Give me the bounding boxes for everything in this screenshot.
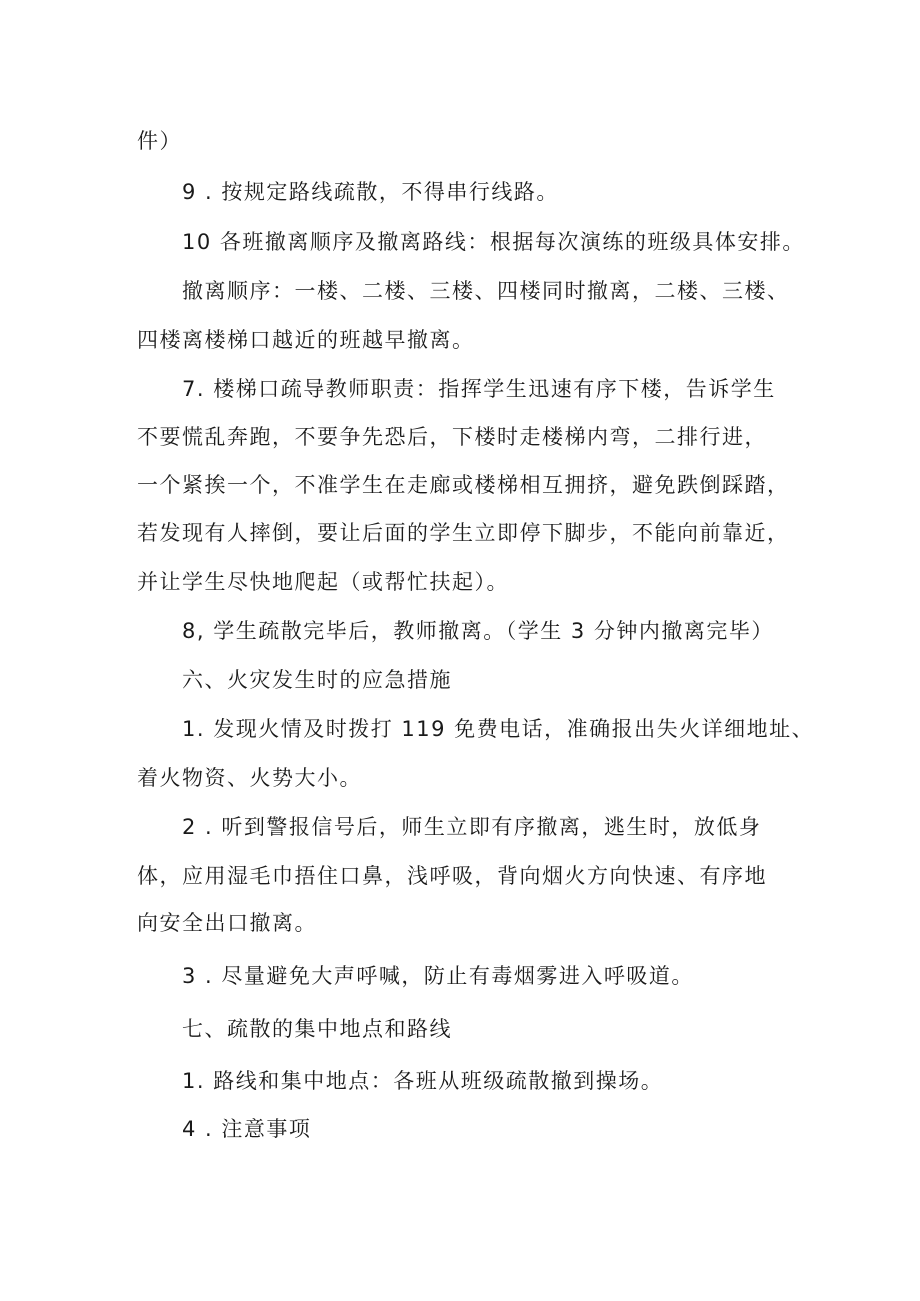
text-line: 3 . 尽量避免大声呼喊，防止有毒烟雾进入呼吸道。 [182, 964, 694, 988]
text-line: 9 . 按规定路线疏散，不得串行线路。 [182, 180, 559, 204]
text-line: 体，应用湿毛巾捂住口鼻，浅呼吸，背向烟火方向快速、有序地 [137, 864, 767, 888]
section-heading: 七、疏散的集中地点和路线 [182, 1017, 452, 1041]
section-heading: 六、火灾发生时的应急措施 [182, 668, 452, 692]
text-line: 不要慌乱奔跑，不要争先恐后，下楼时走楼梯内弯，二排行进， [137, 425, 767, 449]
text-line: 着火物资、火势大小。 [137, 766, 362, 790]
text-line: 撤离顺序：一楼、二楼、三楼、四楼同时撤离，二楼、三楼、 [182, 279, 790, 303]
text-line: 1. 发现火情及时拨打 119 免费电话，准确报出失火详细地址、 [182, 717, 815, 741]
text-line: 4 . 注意事项 [182, 1117, 312, 1141]
text-line: 1. 路线和集中地点：各班从班级疏散撤到操场。 [182, 1069, 664, 1093]
text-line: 若发现有人摔倒，要让后面的学生立即停下脚步，不能向前靠近， [137, 521, 790, 545]
text-line: 8, 学生疏散完毕后，教师撤离。（学生 3 分钟内撤离完毕） [182, 619, 774, 643]
text-line: 7. 楼梯口疏导教师职责：指挥学生迅速有序下楼，告诉学生 [182, 377, 776, 401]
text-line: 件） [137, 129, 182, 153]
text-line: 四楼离楼梯口越近的班越早撤离。 [137, 328, 475, 352]
text-line: 一个紧挨一个，不准学生在走廊或楼梯相互拥挤，避免跌倒踩踏， [137, 473, 790, 497]
text-line: 10 各班撤离顺序及撤离路线：根据每次演练的班级具体安排。 [182, 230, 805, 254]
text-line: 2 . 听到警报信号后，师生立即有序撤离，逃生时，放低身 [182, 815, 762, 839]
text-line: 并让学生尽快地爬起（或帮忙扶起）。 [137, 570, 509, 594]
text-line: 向安全出口撤离。 [137, 911, 317, 935]
